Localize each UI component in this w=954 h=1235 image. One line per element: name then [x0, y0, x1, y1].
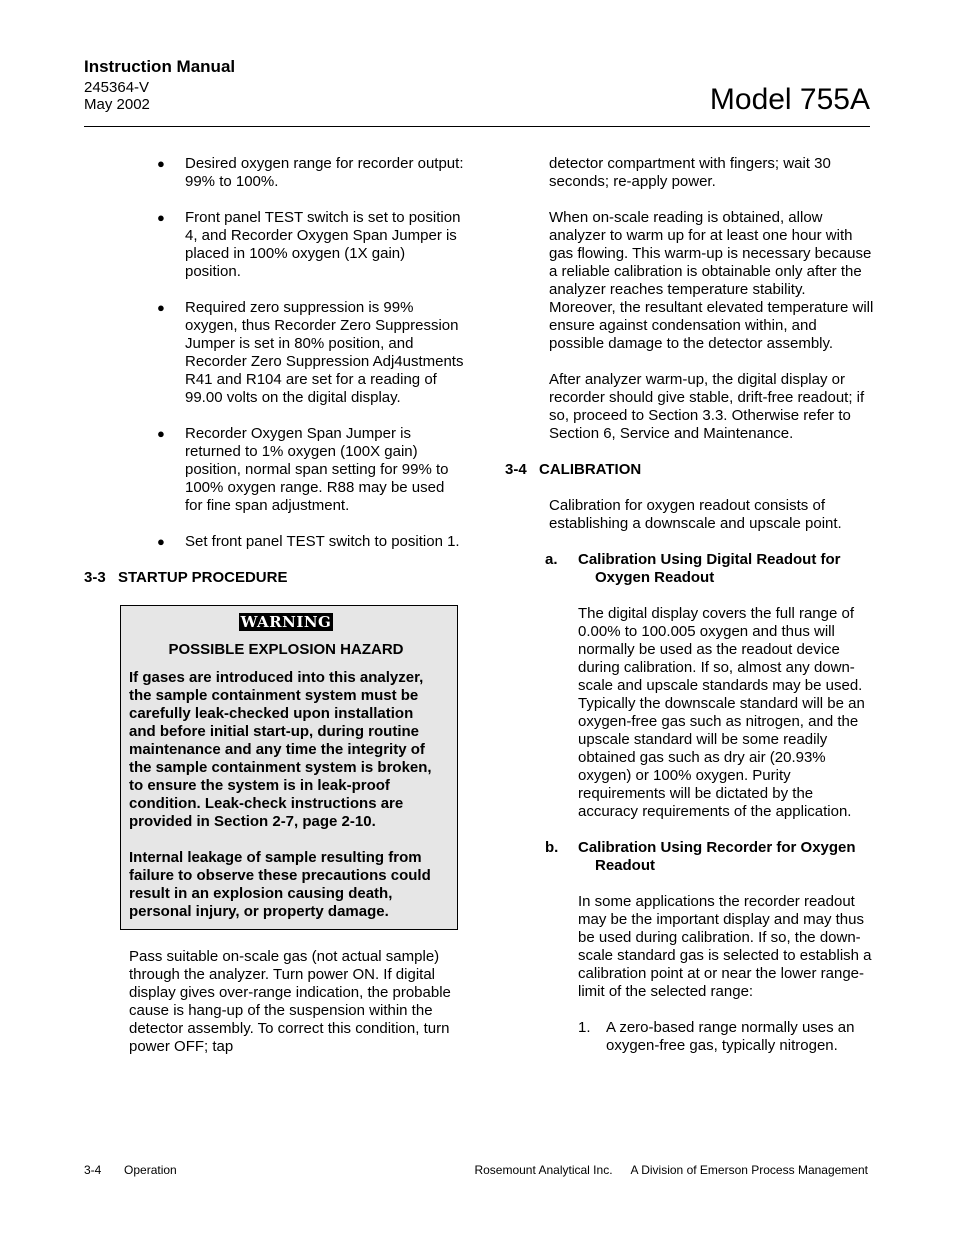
doc-number: 245364-V	[84, 79, 150, 96]
left-column	[84, 155, 464, 1074]
warning-text: If gases are introduced into this analyzer, the sample containment system must be carefully leak-checked upon installation and before initial start-up, during routine maintenance and any time the integrity of the sample containment system is broken, to ensure the system is in leak-proof condition. Leak-check instructions are provided in Section 2-7, page 2-10.	[129, 669, 432, 830]
bullet-icon: ●	[157, 426, 165, 441]
manual-title: Instruction Manual	[84, 57, 236, 76]
list-item: ● Front panel TEST switch is set to position 4, and Recorder Oxygen Span Jumper is placed in 100% oxygen (1X gain) position.	[157, 209, 461, 280]
footer-division: A Division of Emerson Process Management	[630, 1163, 868, 1177]
bullet-icon: ●	[157, 156, 165, 171]
doc-date: May 2002	[84, 96, 150, 113]
paragraph: detector compartment with fingers; wait 30 seconds; re-apply power.	[549, 155, 831, 190]
doc-meta	[84, 79, 150, 113]
section-heading-startup: 3-3 STARTUP PROCEDURE	[84, 569, 288, 586]
header-divider	[84, 126, 870, 127]
bullet-icon: ●	[157, 534, 165, 549]
paragraph: When on-scale reading is obtained, allow analyzer to warm up for at least one hour with gas flowing. This warm-up is necessary because a reliable calibration is obtainable only after the analyzer reaches temperature stability. Moreover, the resultant elevated temperature will ensure against condensation within, and possible damage to the detector assembly.	[549, 209, 874, 352]
footer-right	[474, 1163, 868, 1177]
subsection-heading-a: a. Calibration Using Digital Readout for Oxygen Readout	[545, 551, 841, 586]
footer-section: Operation	[124, 1163, 177, 1177]
list-item: ● Desired oxygen range for recorder output: 99% to 100%.	[157, 155, 464, 190]
page-number: 3-4	[84, 1163, 102, 1177]
warning-heading: POSSIBLE EXPLOSION HAZARD	[168, 641, 404, 658]
bullet-icon: ●	[157, 210, 165, 225]
section-heading-calibration: 3-4 CALIBRATION	[505, 461, 642, 478]
list-item: ● Set front panel TEST switch to position 1.	[157, 533, 460, 550]
model-name: Model 755A	[709, 83, 870, 116]
warning-text: Internal leakage of sample resulting from failure to observe these precautions could result in an explosion causing death, personal injury, or property damage.	[129, 849, 431, 920]
paragraph: Calibration for oxygen readout consists of establishing a downscale and upscale point.	[549, 497, 842, 532]
paragraph: The digital display covers the full range of 0.00% to 100.005 oxygen and thus will normally be used as the readout device during calibration. If so, almost any down-scale and upscale standards may be used. Typically the downscale standard will be an oxygen-free gas such as nitrogen, and the upscale standard will be some readily obtained gas such as dry air (20.93% oxygen) or 100% oxygen. Purity requirements will be dictated by the accuracy requirements of the application.	[578, 605, 865, 820]
subsection-heading-b: b. Calibration Using Recorder for Oxygen Readout	[545, 839, 856, 874]
startup-paragraph: Pass suitable on-scale gas (not actual sample) through the analyzer. Turn power ON. If digital display gives over-range indication, the probable cause is hang-up of the suspension within the detector assembly. To correct this condition, turn power OFF; tap	[129, 948, 451, 1055]
footer-left	[84, 1163, 177, 1177]
bullet-icon: ●	[157, 300, 165, 315]
paragraph: In some applications the recorder readout may be the important display and may thus be used during calibration. If so, the down-scale standard gas is selected to establish a calibration point at or near the lower range-limit of the selected range:	[578, 893, 872, 1000]
bullet-list	[84, 155, 464, 551]
numbered-item: 1. A zero-based range normally uses an oxygen-free gas, typically nitrogen.	[578, 1019, 855, 1054]
warning-label: WARNING	[240, 613, 332, 631]
warning-box	[120, 605, 458, 930]
list-item: ● Recorder Oxygen Span Jumper is returned to 1% oxygen (100X gain) position, normal span setting for 99% to 100% oxygen range. R88 may be used for fine span adjustment.	[157, 425, 449, 514]
footer-company: Rosemount Analytical Inc.	[474, 1163, 613, 1177]
paragraph: After analyzer warm-up, the digital display or recorder should give stable, drift-free readout; if so, proceed to Section 3.3. Otherwise refer to Section 6, Service and Maintenance.	[549, 371, 865, 442]
list-item: ● Required zero suppression is 99% oxygen, thus Recorder Zero Suppression Jumper is set in 80% position, and Recorder Zero Suppression Adj4ustments R41 and R104 are set for a reading of 99.00 volts on the digital display.	[157, 299, 464, 406]
right-column	[505, 155, 875, 1073]
